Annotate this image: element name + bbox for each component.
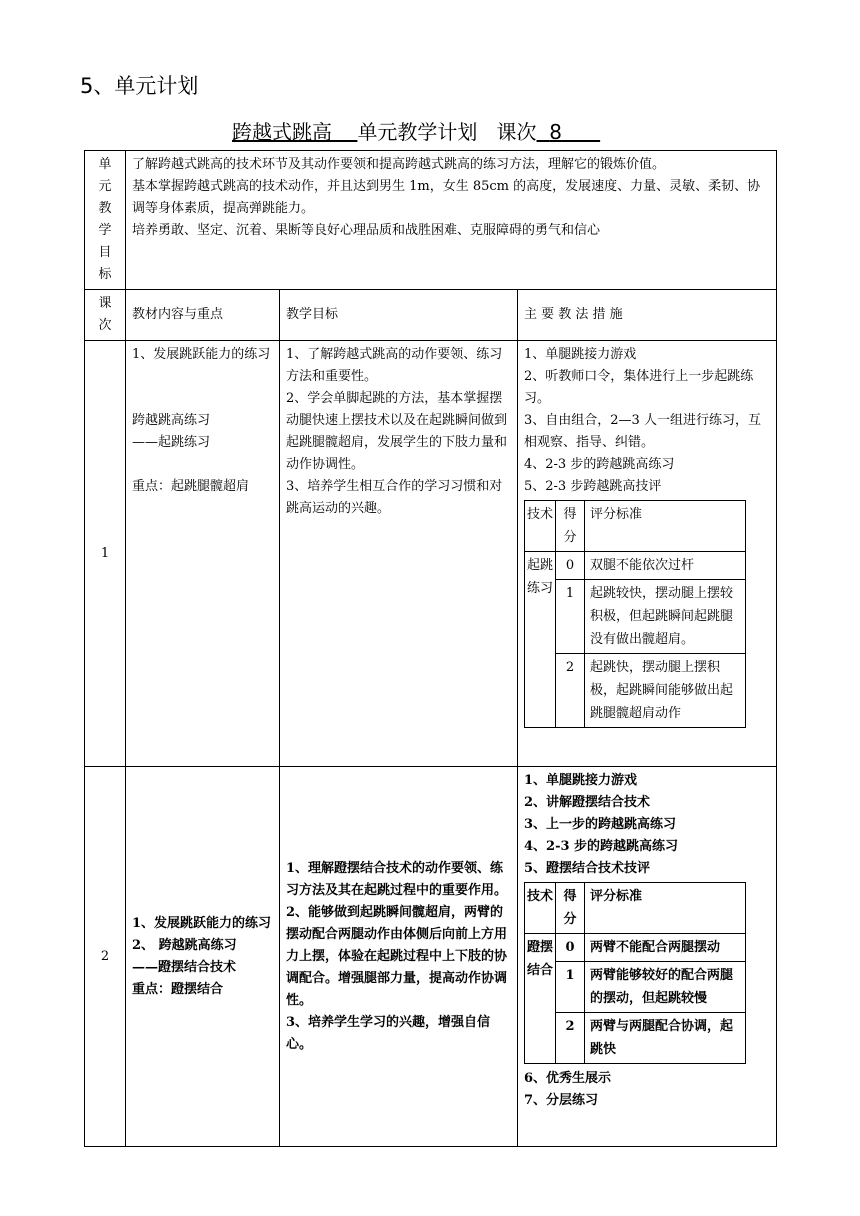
lesson-number: 1 [85, 341, 126, 767]
content-line: 重点：蹬摆结合 [132, 981, 224, 997]
unit-goal-line: 基本掌握跨越式跳高的技术动作，并且达到男生 1m，女生 85cm 的高度，发展速度、力量、灵敏、柔韧、协调等身体素质，提高弹跳能力。 [132, 179, 761, 216]
header-row [85, 290, 777, 341]
rubric-header-tech: 技术 [525, 501, 556, 552]
method-line: 5、蹬摆结合技术技评 [524, 861, 651, 876]
method-line: 6、优秀生展示 [524, 1071, 612, 1086]
rubric-score: 1 [556, 580, 585, 654]
plan-title-lesson-label: 课次 [496, 120, 537, 144]
rubric-score: 0 [556, 934, 585, 962]
lesson-methods [518, 767, 777, 1147]
unit-goal-line: 了解跨越式跳高的技术环节及其动作要领和提高跨越式跳高的练习方法，理解它的锻炼价值。 [132, 157, 666, 172]
rubric-criteria: 双腿不能依次过杆 [585, 552, 746, 580]
rubric-criteria: 两臂能够较好的配合两腿的摆动，但起跳较慢 [585, 962, 746, 1013]
unit-goal-label: 单 元 教 学 目 标 [85, 151, 126, 290]
goal-line: 1、了解跨越式跳高的动作要领、练习方法和重要性。 [286, 347, 503, 384]
content-line: 1、发展跳跃能力的练习 [132, 915, 272, 931]
rubric-header-score: 得分 [556, 501, 585, 552]
lesson-row [85, 341, 777, 767]
lesson-goals [280, 341, 518, 767]
method-line: 7、分层练习 [524, 1093, 599, 1108]
goal-line: 2、学会单脚起跳的方法，基本掌握摆动腿快速上摆技术以及在起跳瞬间做到起跳腿髋超肩，发展学生的下肢力量和动作协调性。 [286, 391, 508, 472]
rubric-table [524, 882, 746, 1064]
rubric-table [524, 500, 746, 728]
goal-line: 3、培养学生学习的兴趣，增强自信心。 [286, 1014, 491, 1052]
unit-goal-row [85, 151, 777, 290]
header-method: 主 要 教 法 措 施 [518, 290, 777, 341]
lesson-goals [280, 767, 518, 1147]
goal-line: 3、培养学生相互合作的学习习惯和对跳高运动的兴趣。 [286, 479, 503, 516]
plan-title-mid: 单元教学计划 [357, 120, 478, 144]
lesson-row [85, 767, 777, 1147]
plan-title-lesson-num: 8 [549, 120, 562, 144]
header-lesson: 课 次 [85, 290, 126, 341]
method-line: 4、2-3 步的跨越跳高练习 [524, 457, 675, 472]
unit-goal-text [126, 151, 777, 290]
lesson-number: 2 [85, 767, 126, 1147]
method-line: 3、自由组合，2—3 人一组进行练习，互相观察、指导、纠错。 [524, 413, 761, 450]
rubric-criteria: 起跳快，摆动腿上摆积极，起跳瞬间能够做出起跳腿髋超肩动作 [585, 654, 746, 728]
method-line: 1、单腿跳接力游戏 [524, 773, 638, 788]
rubric-criteria: 两臂不能配合两腿摆动 [585, 934, 746, 962]
method-line: 1、单腿跳接力游戏 [524, 347, 637, 362]
plan-title [232, 116, 600, 145]
rubric-score: 0 [556, 552, 585, 580]
lesson-content [126, 767, 280, 1147]
method-line: 3、上一步的跨越跳高练习 [524, 817, 677, 832]
header-content: 教材内容与重点 [126, 290, 280, 341]
content-line: 2、 跨越跳高练习 [132, 937, 237, 953]
goal-line: 2、能够做到起跳瞬间髋超肩，两臂的摆动配合两腿动作由体侧后向前上方用力上摆，体验在起跳过程中上下肢的协调配合。增强腿部力量，提高动作协调性。 [286, 904, 508, 1008]
rubric-criteria: 两臂与两腿配合协调，起跳快 [585, 1013, 746, 1064]
plan-title-name: 跨越式跳高 [232, 120, 332, 144]
unit-plan-table [84, 150, 777, 1147]
content-line: 1、发展跳跃能力的练习 [132, 347, 271, 362]
content-line: 跨越跳高练习 [132, 413, 211, 428]
lesson-content [126, 341, 280, 767]
rubric-header-tech: 技术 [525, 883, 556, 934]
unit-goal-line: 培养勇敢、坚定、沉着、果断等良好心理品质和战胜困难、克服障碍的勇气和信心 [132, 223, 601, 238]
goal-line: 1、理解蹬摆结合技术的动作要领、练习方法及其在起跳过程中的重要作用。 [286, 860, 508, 898]
content-line: ——蹬摆结合技术 [132, 959, 237, 975]
content-line: 重点：起跳腿髋超肩 [132, 479, 250, 494]
rubric-header-criteria: 评分标准 [585, 883, 746, 934]
lesson-methods [518, 341, 777, 767]
rubric-score: 2 [556, 1013, 585, 1064]
rubric-tech: 起跳练习 [525, 552, 556, 728]
rubric-header-criteria: 评分标准 [585, 501, 746, 552]
method-line: 4、2-3 步的跨越跳高练习 [524, 839, 679, 854]
method-line: 2、讲解蹬摆结合技术 [524, 795, 651, 810]
method-line: 5、2-3 步跨越跳高技评 [524, 479, 662, 494]
rubric-header-score: 得分 [556, 883, 585, 934]
rubric-tech: 蹬摆结合 [525, 934, 556, 1064]
content-line: ——起跳练习 [132, 435, 211, 450]
method-line: 2、听教师口令，集体进行上一步起跳练习。 [524, 369, 754, 406]
rubric-score: 1 [556, 962, 585, 1013]
header-goal: 教学目标 [280, 290, 518, 341]
rubric-criteria: 起跳较快，摆动腿上摆较积极，但起跳瞬间起跳腿没有做出髋超肩。 [585, 580, 746, 654]
section-title: 5、单元计划 [80, 74, 199, 98]
rubric-score: 2 [556, 654, 585, 728]
